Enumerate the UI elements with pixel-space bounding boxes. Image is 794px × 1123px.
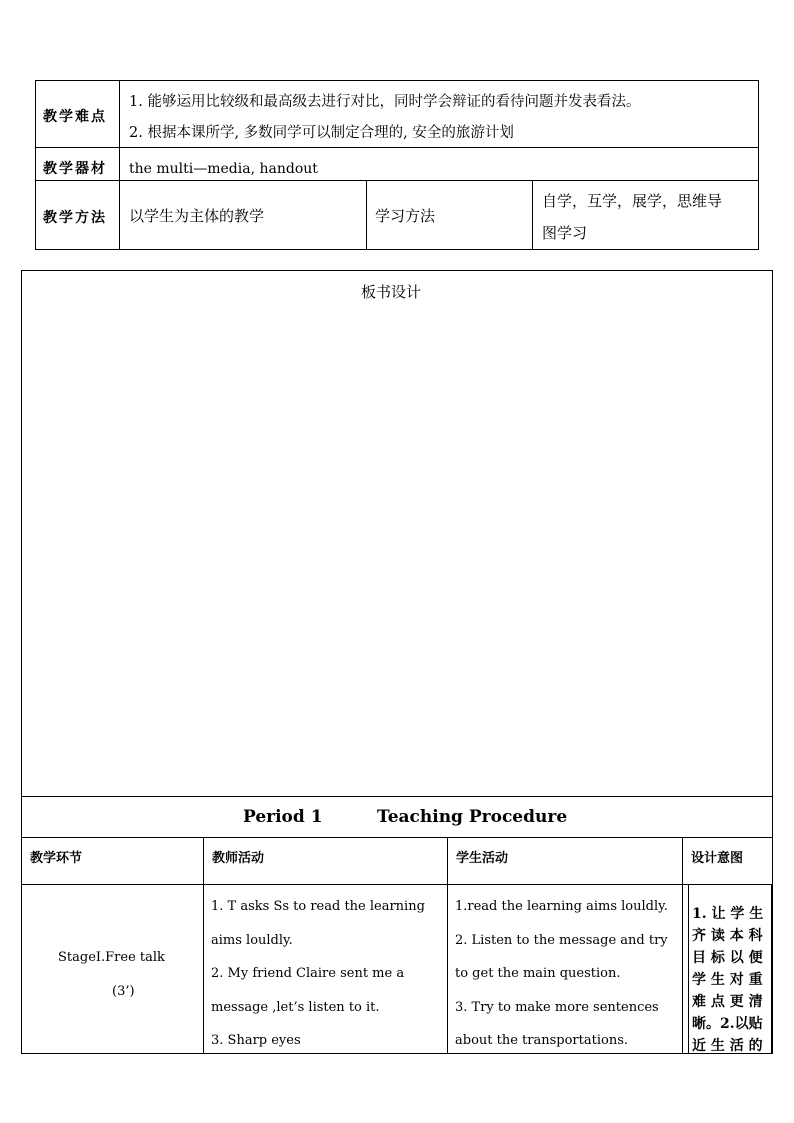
stage-time: (3’) [112,984,135,999]
stage-name: StageI.Free talk [58,950,165,965]
intent-line: 近 生 活 的 [692,1038,763,1054]
procedure-title: Teaching Procedure [377,807,568,827]
intent-line: 晰。2.以贴 [692,1016,763,1032]
header-student: 学生活动 [456,851,509,866]
teacher-line: aims louldly. [211,933,293,948]
student-line: 3. Try to make more sentences [455,1000,659,1015]
intent-line: 齐 读 本 科 [692,928,763,944]
student-line: about the transportations. [455,1033,629,1048]
board-design-title: 板书设计 [361,283,422,301]
procedure-table [21,270,773,1054]
study-value-line2: 图学习 [542,224,588,242]
teacher-line: message ,let’s listen to it. [211,1000,380,1015]
equipment-label: 教学器材 [43,161,107,177]
header-intent: 设计意图 [691,851,744,866]
difficulty-item-1: 1. 能够运用比较级和最高级去进行对比，同时学会辩证的看待问题并发表看法。 [129,94,641,110]
header-stage: 教学环节 [30,851,83,866]
equipment-value: the multi—media, handout [129,161,318,177]
teacher-line: 2. My friend Claire sent me a [211,966,405,981]
teacher-line: 3. Sharp eyes [211,1033,301,1048]
difficulty-label: 教学难点 [43,109,107,125]
intent-line: 难 点 更 清 [692,994,763,1010]
student-line: to get the main question. [455,966,621,981]
header-teacher: 教师活动 [212,851,265,866]
teacher-line: 1. T asks Ss to read the learning [211,899,425,914]
method-label: 教学方法 [43,210,107,226]
method-value: 以学生为主体的教学 [129,207,265,225]
intent-line: 1. 让 学 生 [692,906,764,922]
period-label: Period 1 [243,807,323,827]
intent-line: 目 标 以 便 [692,950,763,966]
student-line: 1.read the learning aims louldly. [455,899,668,914]
difficulty-item-2: 2. 根据本课所学, 多数同学可以制定合理的, 安全的旅游计划 [129,125,514,141]
intent-line: 学 生 对 重 [692,972,763,988]
study-label: 学习方法 [375,207,436,225]
info-table [35,80,759,250]
student-line: 2. Listen to the message and try [455,933,668,948]
study-value-line1: 自学，互学，展学，思维导 [542,192,723,210]
